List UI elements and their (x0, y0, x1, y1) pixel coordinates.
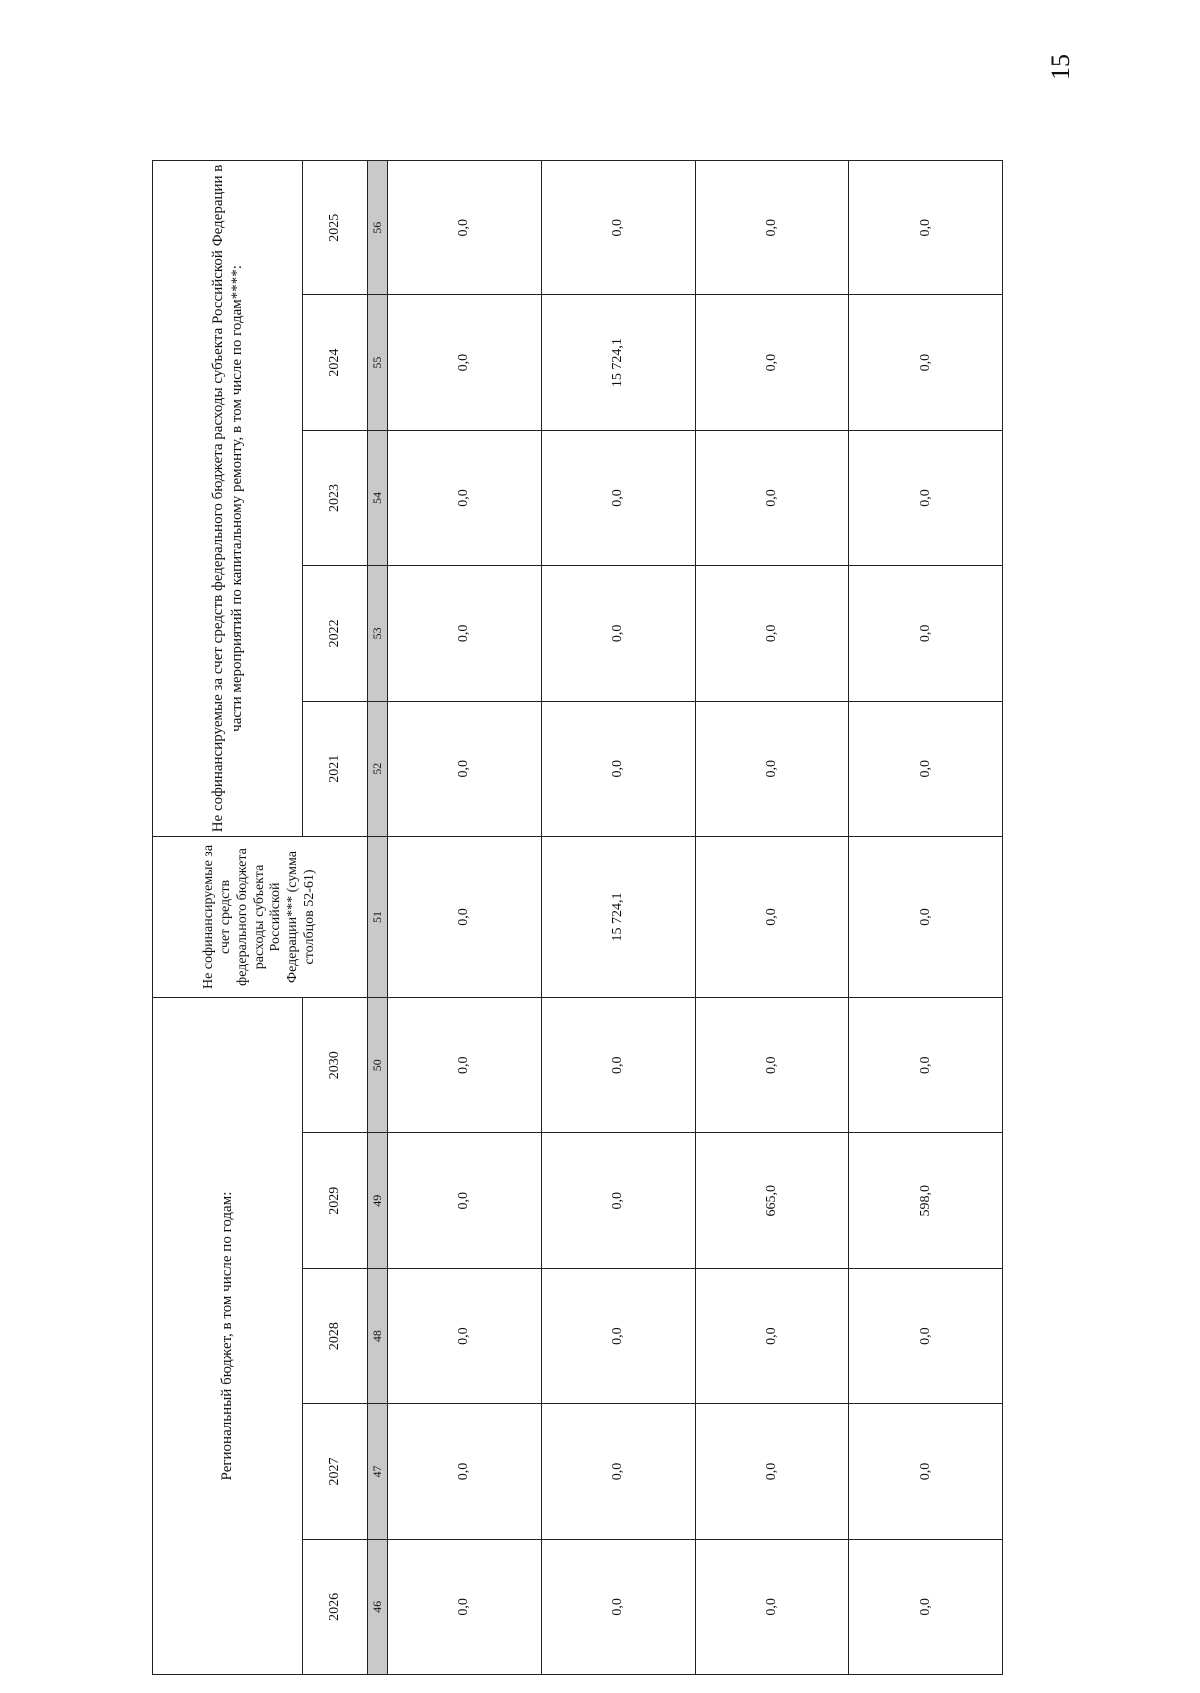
table-cell: 665,0 (695, 1133, 849, 1268)
table-cell: 0,0 (541, 161, 695, 295)
table-row (695, 161, 849, 1675)
year-header: 2023 (303, 430, 368, 565)
table-cell: 0,0 (388, 1539, 542, 1674)
table-cell: 0,0 (695, 295, 849, 430)
year-header: 2026 (303, 1539, 368, 1674)
year-header: 2028 (303, 1268, 368, 1403)
table-cell: 0,0 (541, 1404, 695, 1539)
year-header: 2025 (303, 161, 368, 295)
table-cell: 15 724,1 (541, 836, 695, 997)
column-number: 53 (368, 566, 388, 701)
table-cell: 0,0 (849, 1539, 1003, 1674)
table-cell: 0,0 (388, 566, 542, 701)
table-cell: 0,0 (541, 1133, 695, 1268)
table-cell: 0,0 (388, 1133, 542, 1268)
table-cell: 0,0 (849, 998, 1003, 1133)
table-cell: 0,0 (849, 701, 1003, 836)
table-row (541, 161, 695, 1675)
table-row (388, 161, 542, 1675)
table-cell: 0,0 (849, 566, 1003, 701)
column-number: 50 (368, 998, 388, 1133)
table-cell: 0,0 (695, 430, 849, 565)
budget-table (152, 160, 1003, 1675)
table-cell: 0,0 (388, 998, 542, 1133)
table-cell: 0,0 (695, 1539, 849, 1674)
column-number: 56 (368, 161, 388, 295)
table-cell: 0,0 (849, 1268, 1003, 1403)
table-cell: 0,0 (695, 161, 849, 295)
table-cell: 0,0 (388, 161, 542, 295)
table-cell: 0,0 (388, 1268, 542, 1403)
table-cell: 0,0 (695, 566, 849, 701)
regional-budget-header: Региональный бюджет, в том числе по годам: (153, 998, 303, 1675)
table-cell: 0,0 (849, 836, 1003, 997)
column-number: 54 (368, 430, 388, 565)
table-cell: 0,0 (388, 1404, 542, 1539)
table-cell: 0,0 (541, 998, 695, 1133)
table-cell: 0,0 (388, 295, 542, 430)
table-cell: 0,0 (541, 701, 695, 836)
not-cofinanced-capital-repair-header: Не софинансируемые за счет средств федерального бюджета расходы субъекта Российской Федерации в части мероприятий по капитальному ремонту, в том числе по годам****: (153, 161, 303, 837)
table-cell: 0,0 (695, 701, 849, 836)
table-cell: 0,0 (849, 430, 1003, 565)
column-number: 46 (368, 1539, 388, 1674)
table-cell: 0,0 (695, 1404, 849, 1539)
table-cell: 0,0 (541, 1539, 695, 1674)
budget-table-wrapper (152, 160, 1003, 1675)
column-number-row (368, 161, 388, 1675)
table-cell: 0,0 (388, 701, 542, 836)
year-header: 2021 (303, 701, 368, 836)
column-number: 55 (368, 295, 388, 430)
page-number: 15 (1046, 54, 1075, 80)
year-header: 2029 (303, 1133, 368, 1268)
column-number: 47 (368, 1404, 388, 1539)
table-cell: 0,0 (541, 1268, 695, 1403)
table-cell: 0,0 (695, 1268, 849, 1403)
not-cofinanced-total-header: Не софинансируемые за счет средств федерального бюджета расходы субъекта Российской Федерации*** (сумма столбцов 52-61) (153, 836, 368, 997)
table-cell: 0,0 (388, 430, 542, 565)
table-cell: 0,0 (695, 836, 849, 997)
column-number: 52 (368, 701, 388, 836)
column-number: 48 (368, 1268, 388, 1403)
budget-table-rotated (152, 160, 1003, 1675)
year-header: 2022 (303, 566, 368, 701)
year-header: 2030 (303, 998, 368, 1133)
year-header: 2027 (303, 1404, 368, 1539)
table-cell: 0,0 (849, 161, 1003, 295)
table-row (849, 161, 1003, 1675)
table-cell: 0,0 (695, 998, 849, 1133)
table-cell: 598,0 (849, 1133, 1003, 1268)
table-cell: 0,0 (541, 566, 695, 701)
table-cell: 0,0 (541, 430, 695, 565)
year-header: 2024 (303, 295, 368, 430)
table-cell: 15 724,1 (541, 295, 695, 430)
table-cell: 0,0 (849, 295, 1003, 430)
column-number: 49 (368, 1133, 388, 1268)
table-cell: 0,0 (849, 1404, 1003, 1539)
column-number: 51 (368, 836, 388, 997)
table-cell: 0,0 (388, 836, 542, 997)
